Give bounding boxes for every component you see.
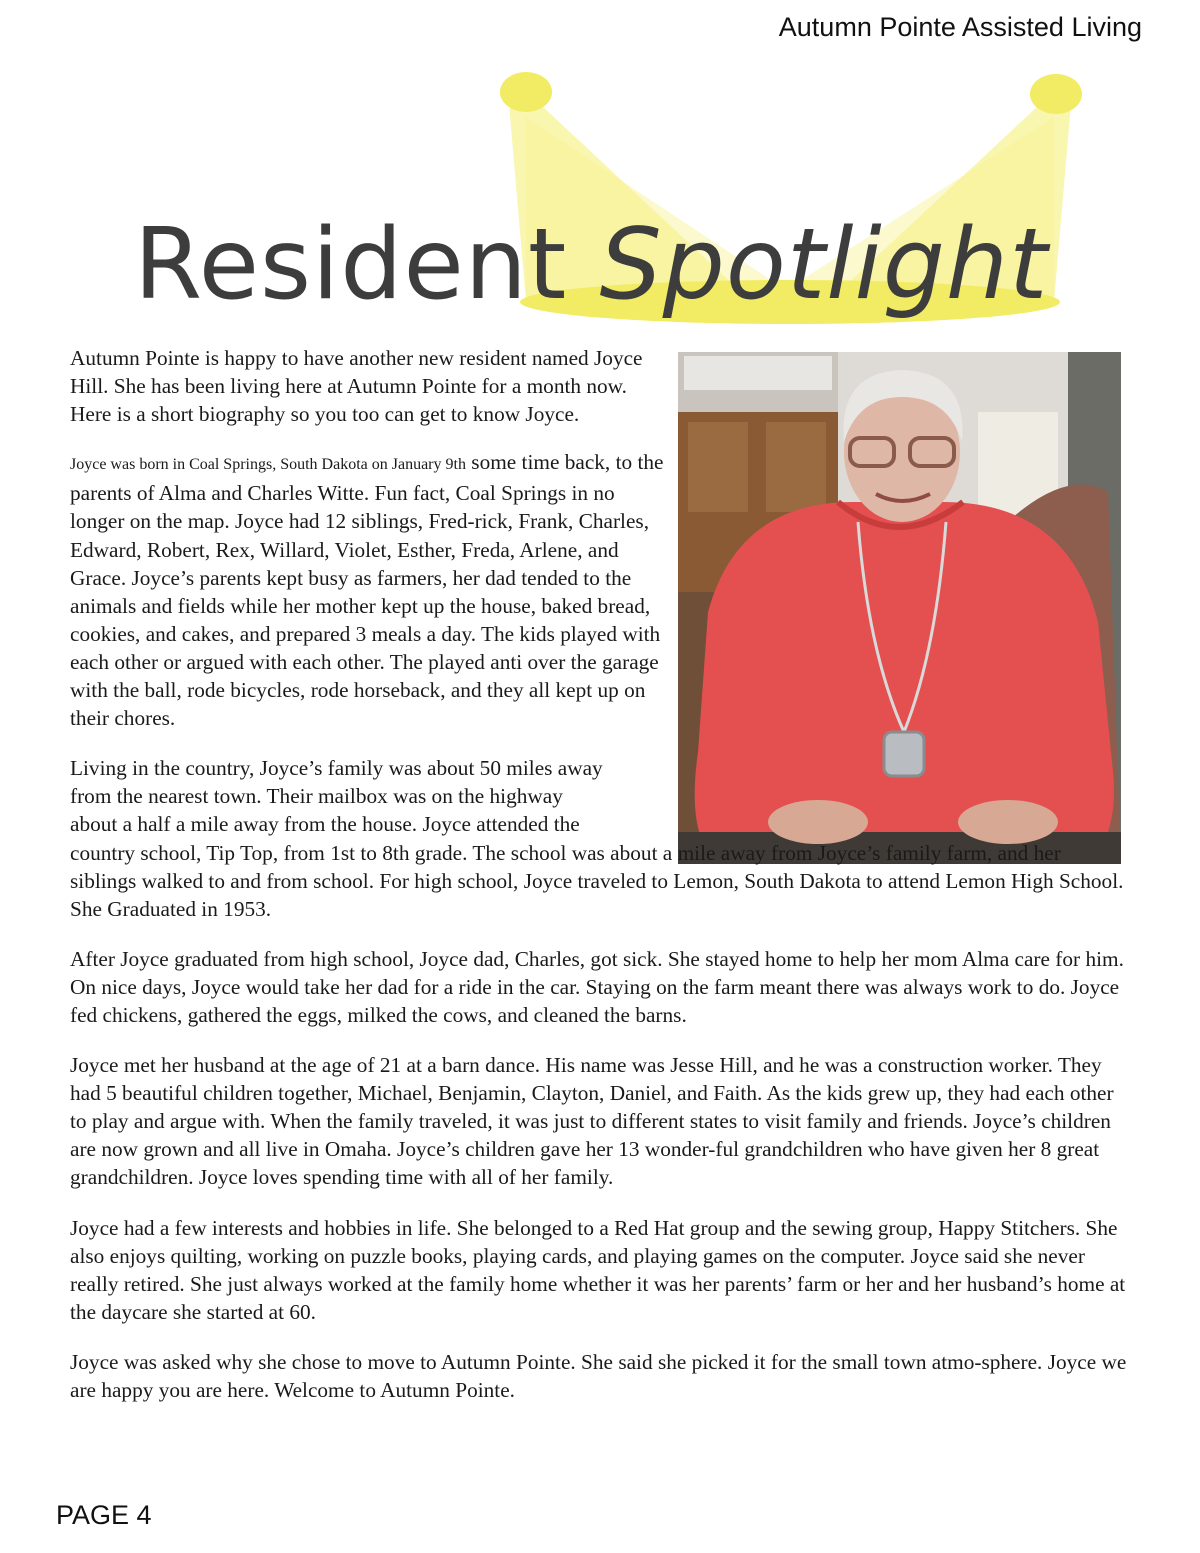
article-line: from the nearest town. Their mailbox was on the highway xyxy=(70,784,563,809)
article-line: country school, Tip Top, from 1st to 8th grade. The school was about a mile away from Joyce’s family farm, and her siblings walked to and from school. For high school, Joyce traveled to Lemon, South Dakota to attend Lemon High School. She Graduated in 1953. xyxy=(70,840,1124,921)
page-title xyxy=(134,205,1048,325)
article-paragraph-closing: Joyce was asked why she chose to move to Autumn Pointe. She said she picked it for the small town atmo-sphere. Joyce we are happy you are here. Welcome to Autumn Pointe. xyxy=(70,1349,1127,1402)
article-paragraph-birth-lead: Joyce was born in Coal Springs, South Dakota on January 9th xyxy=(70,456,466,474)
article-paragraph-childhood xyxy=(70,754,1130,923)
article-paragraph-after-school: After Joyce graduated from high school, Joyce dad, Charles, got sick. She stayed home to help her mom Alma care for him. On nice days, Joyce would take her dad for a ride in the car. Staying on the farm meant there was always work to do. Joyce fed chickens, gathered the eggs, milked the cows, and cleaned the barns. xyxy=(70,946,1124,1027)
article-paragraph-hobbies: Joyce had a few interests and hobbies in life. She belonged to a Red Hat group and the sewing group, Happy Stitchers. She also enjoys quilting, working on puzzle books, playing cards, and playing games on the computer. Joyce said she never really retired. She just always worked at the family home whether it was her parents’ farm or her and her husband’s home at the daycare she started at 60. xyxy=(70,1215,1126,1324)
article-paragraph-birth xyxy=(70,448,670,732)
article-paragraph-family: Joyce met her husband at the age of 21 at a barn dance. His name was Jesse Hill, and he was a construction worker. They had 5 beautiful children together, Michael, Benjamin, Clayton, Daniel, and Faith. As the kids grew up, they had each other to play and argue with. When the family traveled, it was just to different states to visit family and friends. Joyce’s children are now grown and all live in Omaha. Joyce’s children gave her 13 wonder-ful grandchildren who have given her 8 great grandchildren. Joyce loves spending time with all of her family. xyxy=(70,1053,1114,1190)
article-paragraph-birth-rest: some time back, to the parents of Alma and Charles Witte. Fun fact, Coal Springs in no longer on the map. Joyce had 12 siblings, Fred-rick, Frank, Charles, Edward, Robert, Rex, Willard, Violet, Esther, Freda, Arlene, and Grace. Joyce’s parents kept busy as farmers, her dad tended to the animals and fields while her mother kept up the house, baked bread, cookies, and cakes, and prepared 3 meals a day. The kids played with each other or argued with each other. The played anti over the garage with the ball, rode bicycles, rode horseback, and they all kept up on their chores. xyxy=(70,450,664,731)
facility-name: Autumn Pointe Assisted Living xyxy=(778,12,1142,42)
article-line: Living in the country, Joyce’s family was about 50 miles away xyxy=(70,756,603,781)
title-word-spotlight: Spotlight xyxy=(599,208,1049,322)
page-number: PAGE 4 xyxy=(56,1500,152,1530)
title-word-resident: Resident xyxy=(134,208,568,322)
article-paragraph-intro: Autumn Pointe is happy to have another new resident named Joyce Hill. She has been living here at Autumn Pointe for a month now. Here is a short biography so you too can get to know Joyce. xyxy=(70,346,643,427)
article-body xyxy=(70,344,1130,1426)
article-line: about a half a mile away from the house. Joyce attended the xyxy=(70,812,580,837)
